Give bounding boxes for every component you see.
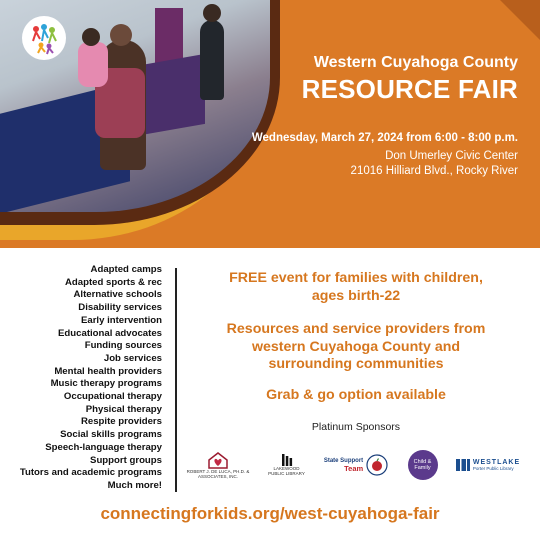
list-item: Mental health providers: [54, 365, 162, 377]
library-bars-icon: [281, 454, 293, 466]
list-item: Respite providers: [80, 416, 162, 428]
grab-go-text: Grab & go option available: [266, 386, 446, 403]
free-event-line-2: ages birth-22: [311, 287, 401, 304]
apple-icon: [366, 454, 388, 476]
sponsor-state-support-text: [324, 458, 363, 473]
sponsor-deluca: [183, 451, 253, 479]
photo-person-2: [200, 20, 224, 100]
house-heart-icon: [207, 451, 229, 469]
list-item: Occupational therapy: [63, 391, 162, 403]
sponsor-child-family: [403, 450, 443, 480]
sponsor-westlake-logo: [456, 459, 520, 471]
sponsor-westlake-name: WESTLAKE: [472, 459, 521, 466]
sponsor-lakewood-line1: LAKEWOOD: [273, 466, 300, 471]
event-date: Wednesday, March 27, 2024 from 6:00 - 8:00 p.m.: [251, 132, 518, 144]
sponsor-westlake-sub: Porter Public Library: [472, 466, 514, 471]
list-item: Social skills programs: [60, 429, 162, 441]
building-icon: [456, 459, 470, 471]
sponsor-westlake: [453, 459, 523, 471]
list-item: Physical therapy: [85, 403, 162, 415]
header-banner: [0, 0, 540, 248]
list-item: Adapted camps: [90, 264, 162, 275]
list-item: Educational advocates: [58, 327, 162, 339]
sponsor-state-support-line1: State Support: [323, 457, 364, 464]
list-item: Early intervention: [80, 314, 162, 326]
sponsor-deluca-name: ROBERT J. DE LUCA, PH.D. & ASSOCIATES, INC.: [186, 469, 250, 479]
vertical-divider: [175, 268, 177, 492]
free-event-text: [186, 270, 526, 305]
resources-line-2: western Cuyahoga County and: [251, 338, 461, 355]
resources-text: [186, 321, 526, 374]
event-url-link[interactable]: connectingforkids.org/west-cuyahoga-fair: [100, 504, 440, 523]
photo-head: [110, 24, 132, 46]
list-item: Disability services: [78, 302, 162, 314]
sponsor-lakewood: [264, 454, 310, 476]
logo-figures-icon: [27, 21, 61, 55]
list-item: Alternative schools: [73, 289, 162, 301]
event-venue: Don Umerley Civic Center: [385, 150, 518, 162]
event-title: RESOURCE FAIR: [301, 74, 518, 104]
list-item: Support groups: [90, 454, 162, 466]
photo-head-child: [82, 28, 100, 46]
event-subtitle: Western Cuyahoga County: [313, 54, 518, 71]
services-list: [6, 264, 162, 493]
connecting-for-kids-logo: [22, 16, 66, 60]
list-item: Much more!: [107, 479, 162, 491]
free-event-line-1: FREE event for families with children,: [229, 270, 483, 286]
list-item: Speech-language therapy: [45, 441, 162, 453]
list-item: Funding sources: [84, 340, 162, 352]
sponsor-child-family-badge: [408, 450, 438, 480]
corner-accent: [500, 0, 540, 40]
resources-line-1: Resources and service providers from: [226, 321, 486, 337]
list-item: Music therapy programs: [50, 378, 162, 390]
sponsor-state-support: [320, 454, 392, 476]
sponsor-child-family-line2: Family: [414, 465, 431, 471]
list-item: Job services: [103, 352, 162, 364]
sponsors-label: Platinum Sponsors: [311, 421, 401, 433]
sponsor-lakewood-line2: PUBLIC LIBRARY: [268, 471, 305, 476]
resources-line-3: surrounding communities: [268, 356, 444, 372]
list-item: Adapted sports & rec: [64, 276, 162, 288]
sponsor-state-support-line2: Team: [344, 463, 364, 473]
list-item: Tutors and academic programs: [19, 467, 162, 479]
event-address: 21016 Hilliard Blvd., Rocky River: [350, 165, 518, 177]
photo-child: [78, 42, 108, 87]
sponsor-child-family-line1: Child &: [413, 459, 432, 465]
sponsor-logos: [183, 448, 523, 482]
photo-head-2: [203, 4, 221, 22]
event-details: [186, 270, 526, 441]
